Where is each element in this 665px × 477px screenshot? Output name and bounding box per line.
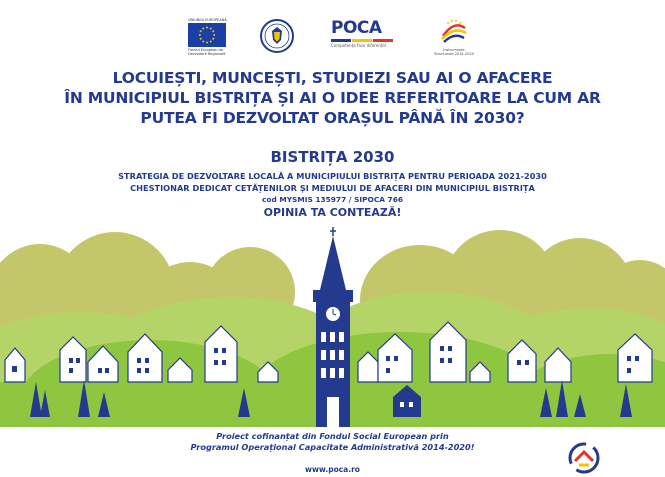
campaign-title: BISTRIȚA 2030 [270, 148, 395, 166]
eu-caption: Fondul European de Dezvoltare Regională [188, 48, 226, 56]
eu-flag-icon [188, 23, 226, 47]
headline-line-1: LOCUIEȘTI, MUNCEȘTI, STUDIEZI SAU AI O AFACERE [112, 69, 553, 87]
poca-wordmark [331, 18, 411, 38]
opinion-slogan: OPINIA TA CONTEAZĂ! [263, 206, 402, 219]
clock-tower [313, 227, 353, 427]
headline-line-3: PUTEA FI DEZVOLTAT ORAȘUL PÂNĂ ÎN 2030? [140, 109, 525, 127]
website-link[interactable]: www.poca.ro [305, 465, 360, 474]
poca-tagline: Competența face diferența! [331, 43, 387, 48]
eu-caption-top: UNIUNEA EUROPEANĂ [188, 18, 227, 22]
questionnaire-subtitle: CHESTIONAR DEDICAT CETĂȚENILOR ȘI MEDIULUI DE AFACERI DIN MUNICIPIUL BISTRIȚA [130, 183, 535, 193]
partner-logos [0, 18, 665, 58]
headline [40, 68, 625, 128]
structural-instruments-icon [439, 18, 469, 44]
inst-caption: Instrumente Structurale 2014-2020 [434, 48, 474, 56]
poca-word-left: PO [331, 18, 357, 38]
city-illustration [0, 222, 665, 427]
footer-program-line: Programul Operațional Capacitate Administrativă 2014-2020! [190, 442, 475, 452]
poca-logo [331, 18, 411, 58]
poca-underline [331, 39, 393, 42]
poca-emblem-icon [565, 441, 603, 475]
headline-line-2: ÎN MUNICIPIUL BISTRIȚA ȘI AI O IDEE REFERITOARE LA CUM AR [64, 89, 601, 107]
strategy-subtitle: STRATEGIA DE DEZVOLTARE LOCALĂ A MUNICIPIULUI BISTRIȚA PENTRU PERIOADA 2021-2030 [118, 171, 547, 181]
footer-cofinance-line: Proiect cofinanțat din Fondul Social European prin [216, 431, 449, 441]
project-code: cod MYSMIS 135977 / SIPOCA 766 [262, 195, 403, 204]
eu-flag-logo [188, 18, 228, 58]
government-seal-logo [259, 18, 295, 58]
seal-icon [259, 18, 295, 54]
poca-word-right: CA [356, 18, 382, 38]
instrumente-structurale-logo [434, 18, 474, 58]
